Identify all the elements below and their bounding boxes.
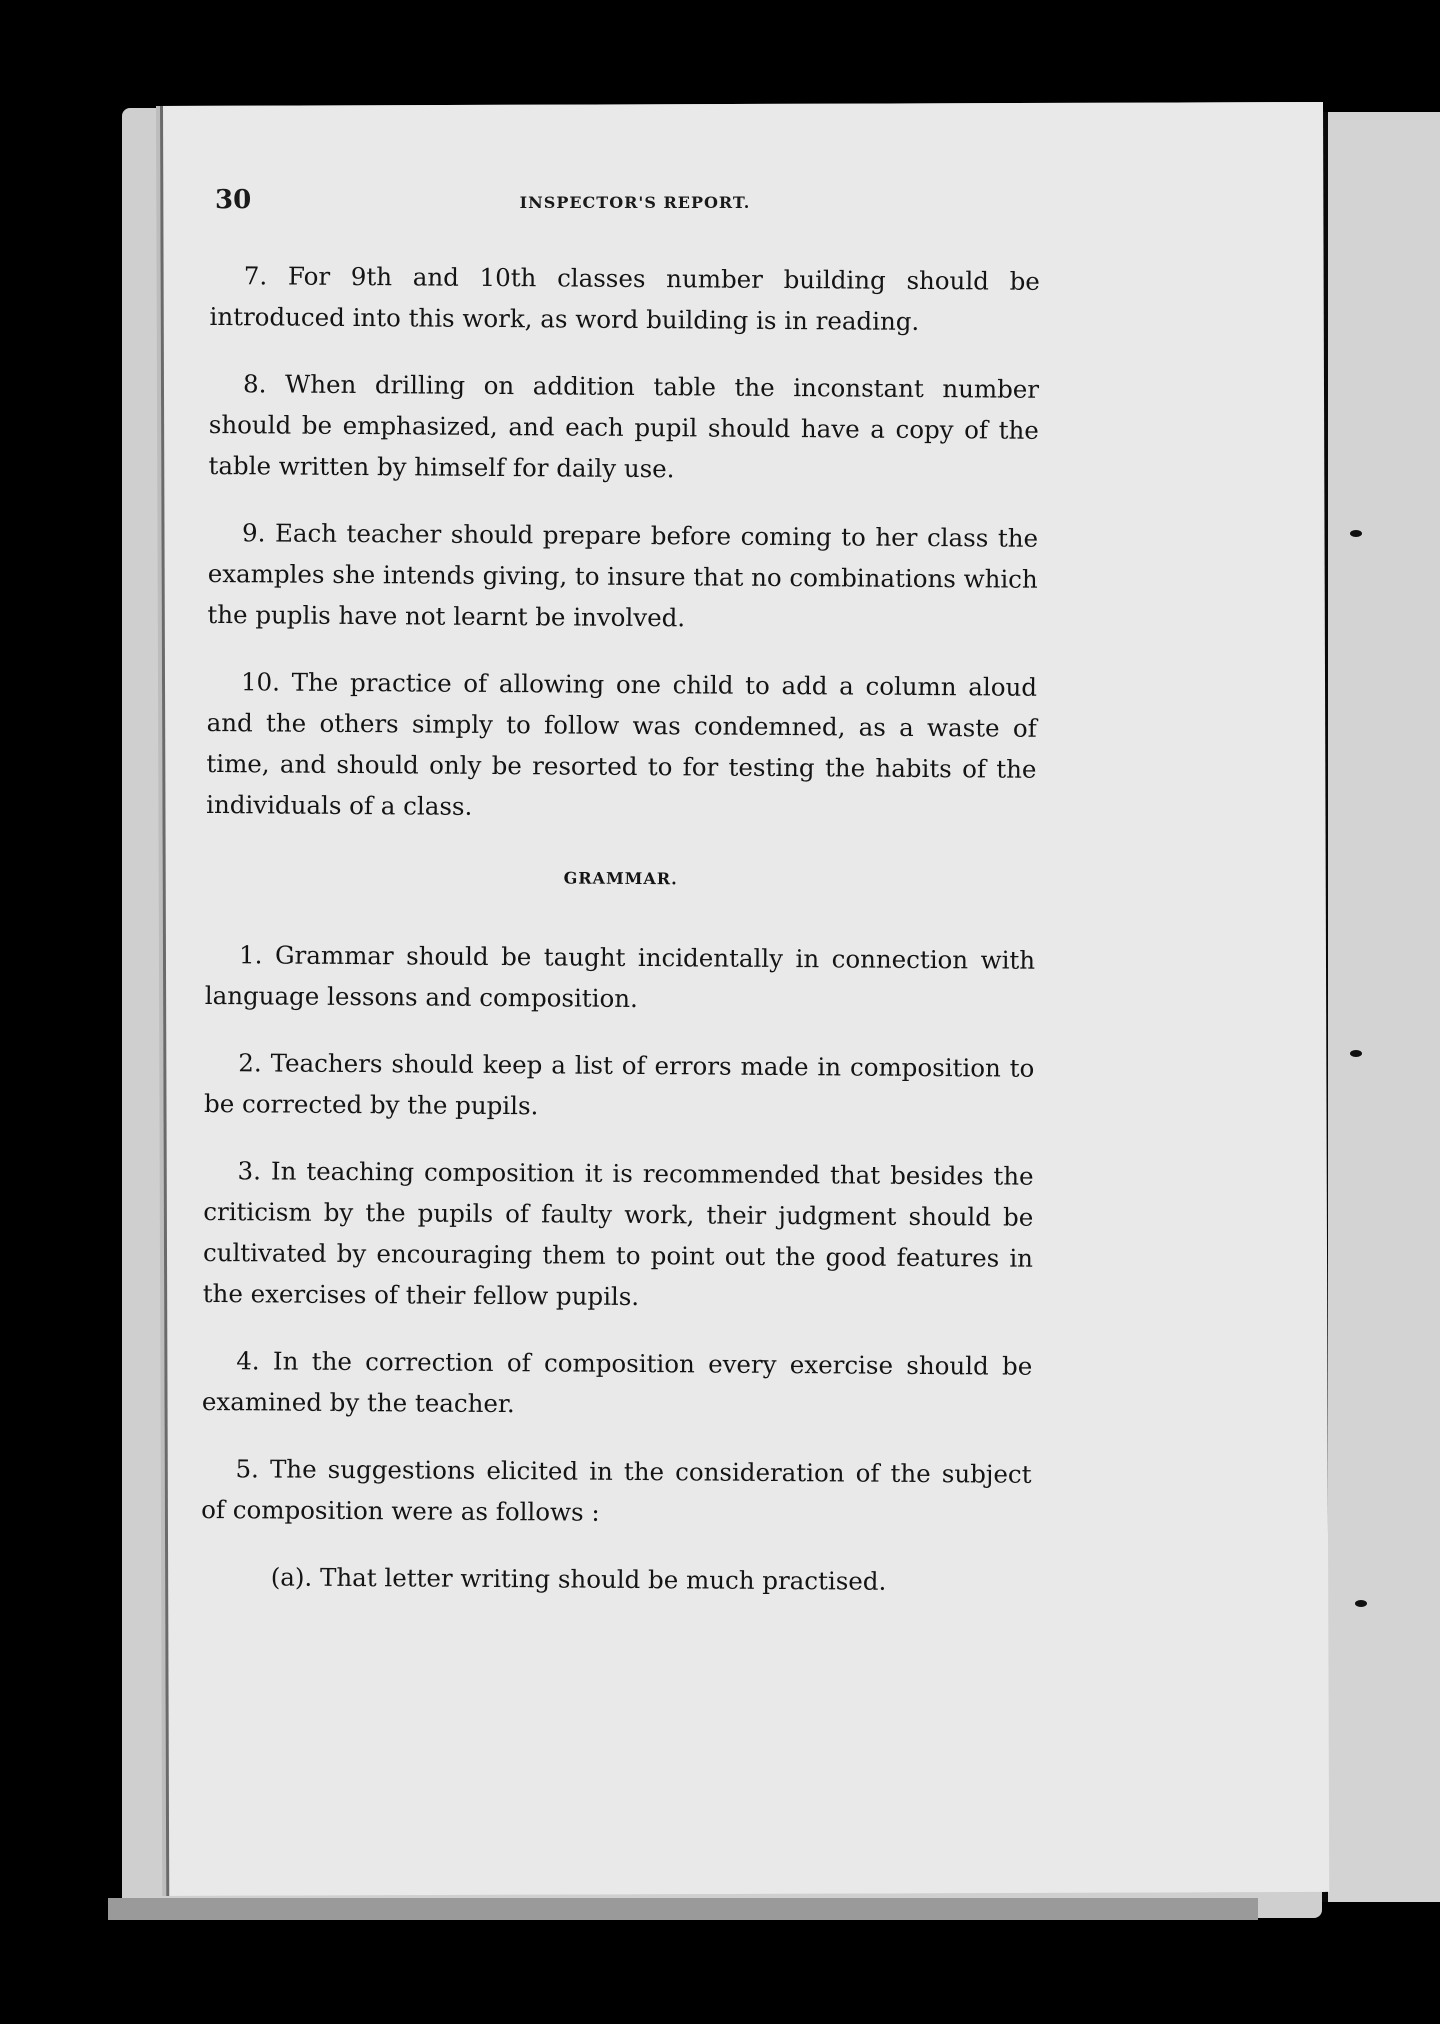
page-number: 30 — [215, 185, 252, 215]
grammar-paragraph-3: 3. In teaching composition it is recommended that besides the criticism by the pupils of faulty work, their judgment should be cultivated by encouraging them to point out the good features in the exercises of their fellow pupils. — [202, 1156, 1034, 1312]
paragraph-10: 10. The practice of allowing one child to add a column aloud and the others simply to follow was condemned, as a waste of time, and should only be resorted to for testing the habits of the individuals of a class. — [206, 667, 1038, 821]
section-heading-grammar: GRAMMAR. — [563, 868, 678, 889]
grammar-paragraph-2: 2. Teachers should keep a list of errors made in composition to be corrected by the pupils. — [203, 1048, 1035, 1121]
grammar-paragraph-1: 1. Grammar should be taught incidentally in connection with language lessons and composition. — [204, 940, 1036, 1014]
page-header — [215, 185, 1055, 225]
page-bottom-edge — [108, 1898, 1258, 1920]
sub-item-a: (a). That letter writing should be much practised. — [270, 1562, 887, 1596]
facing-page-edge — [1322, 112, 1440, 1902]
paragraph-9: 9. Each teacher should prepare before coming to her class the examples she intends giving, to insure that no combinations which the puplis have not learnt be involved. — [207, 518, 1039, 633]
grammar-paragraph-5: 5. The suggestions elicited in the consideration of the subject of composition were as follows : — [201, 1454, 1032, 1527]
grammar-paragraph-4: 4. In the correction of composition every exercise should be examined by the teacher. — [201, 1346, 1033, 1419]
scan-speck — [1350, 1050, 1362, 1057]
running-head: INSPECTOR'S REPORT. — [519, 193, 751, 212]
scan-speck — [1355, 1600, 1367, 1607]
page-body — [201, 255, 1040, 1603]
paragraph-8: 8. When drilling on addition table the inconstant number should be emphasized, and each pupil should have a copy of the table written by himself for daily use. — [208, 369, 1040, 484]
paragraph-7: 7. For 9th and 10th classes number building should be introduced into this work, as word building is in reading. — [209, 261, 1040, 336]
scan-speck — [1350, 530, 1362, 537]
